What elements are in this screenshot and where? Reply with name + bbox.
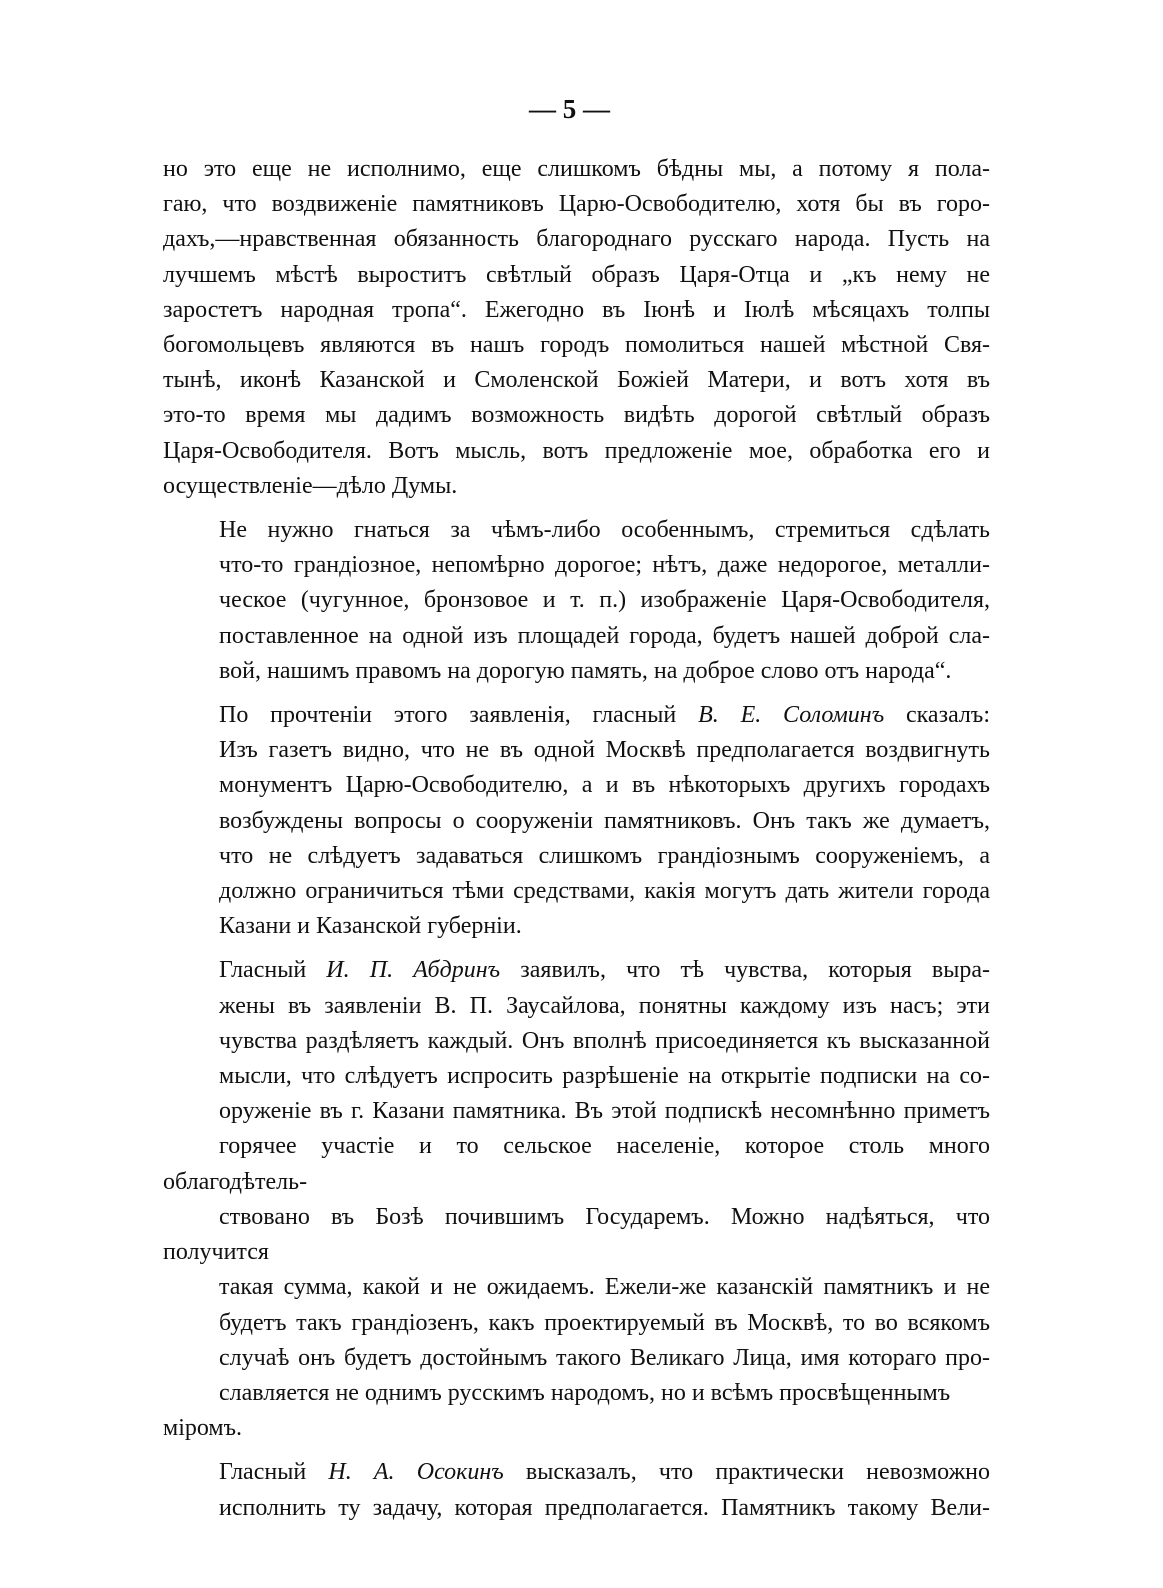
text-line: оруженіе въ г. Казани памятника. Въ этой подпискѣ несомнѣнно приметъ <box>219 1098 990 1125</box>
paragraph-gap <box>163 944 990 953</box>
paragraph <box>163 953 990 1446</box>
text-line: Гласный И. П. Абдринъ заявилъ, что тѣ чувства, которыя выра- <box>219 957 990 984</box>
text-line: Изъ газетъ видно, что не въ одной Москвѣ предполагается воздвигнуть <box>219 737 990 764</box>
text-line: Гласный Н. А. Осокинъ высказалъ, что практически невозможно <box>219 1459 990 1486</box>
text-line: гаю, что воздвиженіе памятниковъ Царю-Освободителю, хотя бы въ горо- <box>163 191 990 218</box>
text-line: поставленное на одной изъ площадей города, будетъ нашей доброй сла- <box>219 622 990 649</box>
speaker-name: И. П. Абдринъ <box>326 957 501 984</box>
paragraph <box>163 513 990 689</box>
text-line: вой, нашимъ правомъ на дорогую память, на доброе слово отъ народа“. <box>219 657 952 684</box>
paragraph-gap <box>163 689 990 698</box>
text-line: дахъ,—нравственная обязанность благороднаго русскаго народа. Пусть на <box>163 226 990 253</box>
text-line: жены въ заявленіи В. П. Заусайлова, понятны каждому изъ насъ; эти <box>219 992 990 1019</box>
speaker-name: Н. А. Осокинъ <box>328 1459 504 1486</box>
document-page <box>163 86 990 1526</box>
text-line: богомольцевъ являются въ нашъ городъ помолиться нашей мѣстной Свя- <box>163 332 990 359</box>
body-text <box>163 152 990 1526</box>
text-line: заростетъ народная тропа“. Ежегодно въ Іюнѣ и Іюлѣ мѣсяцахъ толпы <box>163 296 990 323</box>
text-line: случаѣ онъ будетъ достойнымъ такого Великаго Лица, имя котораго про- <box>219 1344 990 1371</box>
paragraph <box>163 698 990 944</box>
text-line: горячее участіе и то сельское населеніе, которое столь много облагодѣтель- <box>163 1133 990 1195</box>
text-line: исполнить ту задачу, которая предполагается. Памятникъ такому Вели- <box>219 1494 990 1521</box>
text-line: но это еще не исполнимо, еще слишкомъ бѣдны мы, а потому я пола- <box>163 156 990 182</box>
text-line: должно ограничиться тѣми средствами, какія могутъ дать жители города <box>219 878 990 905</box>
text-line: тынѣ, иконѣ Казанской и Смоленской Божіей Матери, и вотъ хотя въ <box>163 367 990 394</box>
text-line: Не нужно гнаться за чѣмъ-либо особеннымъ, стремиться сдѣлать <box>219 517 990 544</box>
paragraph <box>163 1455 990 1525</box>
paragraph-gap <box>163 504 990 513</box>
text-line: славляется не однимъ русскимъ народомъ, но и всѣмъ просвѣщеннымъ міромъ. <box>163 1379 951 1442</box>
text-line: ческое (чугунное, бронзовое и т. п.) изображеніе Царя-Освободителя, <box>219 587 990 614</box>
text-line: возбуждены вопросы о сооруженіи памятниковъ. Онъ такъ же думаетъ, <box>219 807 990 834</box>
text-line: Царя-Освободителя. Вотъ мысль, вотъ предложеніе мое, обработка его и <box>163 437 990 464</box>
page-number: — 5 — <box>529 94 610 124</box>
text-line: монументъ Царю-Освободителю, а и въ нѣкоторыхъ другихъ городахъ <box>219 772 990 799</box>
text-line: это-то время мы дадимъ возможность видѣть дорогой свѣтлый образъ <box>163 402 990 429</box>
text-line: мысли, что слѣдуетъ испросить разрѣшеніе на открытіе подписки на со- <box>219 1063 990 1090</box>
text-line: Казани и Казанской губерніи. <box>219 913 522 940</box>
paragraph-gap <box>163 1446 990 1455</box>
text-line: чувства раздѣляетъ каждый. Онъ вполнѣ присоединяется къ высказанной <box>219 1027 990 1054</box>
speaker-name: В. Е. Соломинъ <box>698 702 885 729</box>
text-line: осуществленіе—дѣло Думы. <box>163 472 458 499</box>
text-line: такая сумма, какой и не ожидаемъ. Ежели-же казанскій памятникъ и не <box>219 1274 990 1301</box>
paragraph <box>163 152 990 504</box>
text-line: ствовано въ Бозѣ почившимъ Государемъ. Можно надѣяться, что получится <box>163 1203 990 1266</box>
text-line: По прочтеніи этого заявленія, гласный В. Е. Соломинъ сказалъ: <box>219 702 990 729</box>
text-line: будетъ такъ грандіозенъ, какъ проектируемый въ Москвѣ, то во всякомъ <box>219 1309 990 1336</box>
text-line: что-то грандіозное, непомѣрно дорогое; нѣтъ, даже недорогое, металли- <box>219 552 990 579</box>
text-line: что не слѣдуетъ задаваться слишкомъ грандіознымъ сооруженіемъ, а <box>219 842 990 869</box>
text-line: лучшемъ мѣстѣ выроститъ свѣтлый образъ Царя-Отца и „къ нему не <box>163 261 990 288</box>
